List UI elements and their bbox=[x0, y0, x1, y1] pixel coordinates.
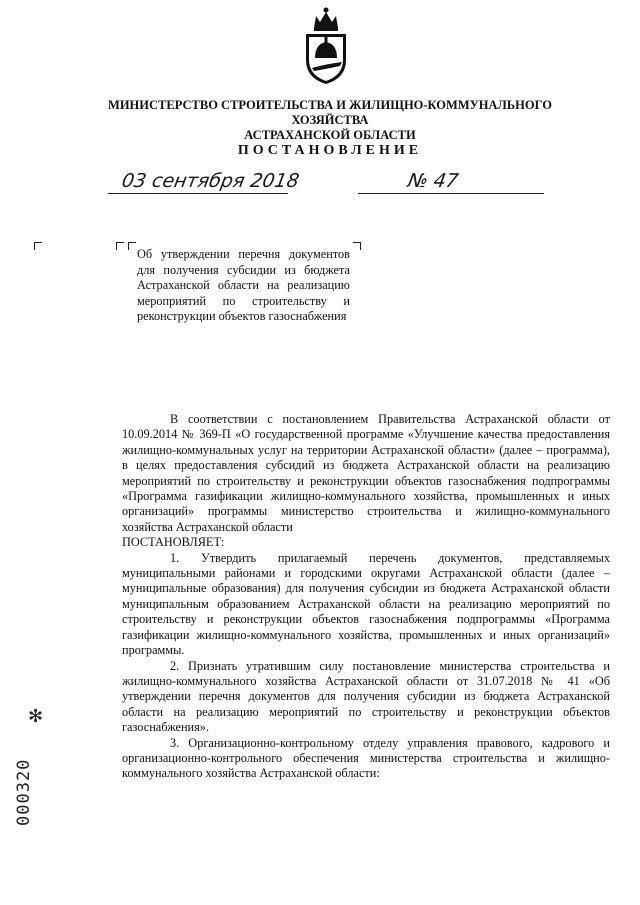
list-item: 3. Организационно-контрольному отделу управления правового, кадрового и организационно-контрольного обеспечения министерства строительства и жилищно-коммунального хозяйства Астраханской области: bbox=[122, 735, 610, 781]
number-underline bbox=[358, 193, 544, 194]
handwritten-number: № 47 bbox=[406, 170, 460, 192]
margin-asterisk-mark: ✻ bbox=[28, 706, 44, 726]
date-underline bbox=[108, 193, 288, 194]
ministry-line-2: АСТРАХАНСКОЙ ОБЛАСТИ bbox=[244, 128, 416, 142]
handwritten-date: 03 сентября 2018 bbox=[120, 170, 301, 192]
ministry-name bbox=[70, 98, 590, 143]
document-subject: Об утверждении перечня документов для получения субсидии из бюджета Астраханской области на реализацию мероприятий по строительству и реконструкции объектов газоснабжения bbox=[137, 247, 350, 323]
bracket-mark bbox=[128, 242, 136, 250]
document-body bbox=[122, 412, 610, 782]
bracket-mark bbox=[116, 242, 124, 250]
list-item: 2. Признать утратившим силу постановление министерства строительства и жилищно-коммунального хозяйства Астраханской области от 31.07.2018 № 41 «Об утверждении перечня документов для получения субсидии из бюджета Астраханской области на реализацию мероприятий по строительству и реконструкции объектов газоснабжения». bbox=[122, 658, 610, 735]
bracket-mark bbox=[353, 242, 361, 250]
resolves-heading: ПОСТАНОВЛЯЕТ: bbox=[122, 535, 225, 550]
bracket-mark bbox=[34, 242, 42, 250]
ministry-line-1: МИНИСТЕРСТВО СТРОИТЕЛЬСТВА И ЖИЛИЩНО-КОММУНАЛЬНОГО ХОЗЯЙСТВА bbox=[108, 98, 552, 127]
preamble-paragraph: В соответствии с постановлением Правительства Астраханской области от 10.09.2014 № 369-П «О государственной программе «Улучшение качества предоставления жилищно-коммунальных услуг на территории Астраханской области» (далее – программа), в целях предоставления субсидий из бюджета Астраханской области на реализацию мероприятий по строительству и реконструкции объектов газоснабжения подпрограммы «Программа газификации жилищно-коммунального хозяйства, промышленных и иных организаций» программы министерство строительства и жилищно-коммунального хозяйства Астраханской области bbox=[122, 412, 610, 534]
document-type-title: ПОСТАНОВЛЕНИЕ bbox=[237, 143, 423, 158]
coat-of-arms-emblem bbox=[300, 6, 352, 86]
margin-stamp-number: 000320 bbox=[14, 758, 34, 826]
list-item: 1. Утвердить прилагаемый перечень документов, представляемых муниципальными районами и городскими округами Астраханской области (далее – муниципальные образования) для получения субсидии из бюджета Астраханской области муниципальным образованием Астраханской области на реализацию мероприятий по строительству и реконструкции объектов газоснабжения подпрограммы «Программа газификации жилищно-коммунального хозяйства, промышленных и иных организаций» программы. bbox=[122, 550, 610, 658]
